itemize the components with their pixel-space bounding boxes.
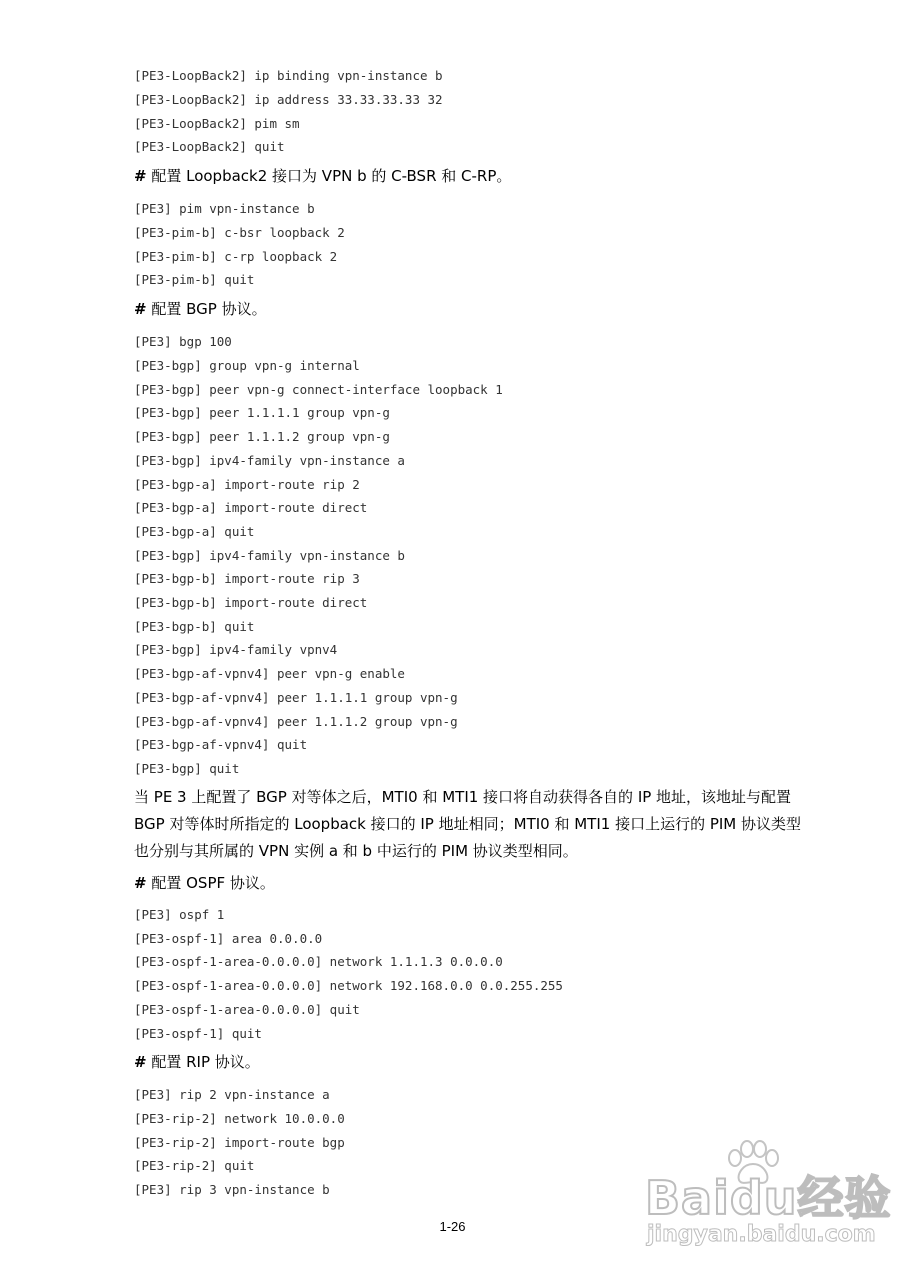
code-line: [PE3] rip 2 vpn-instance a — [134, 1087, 330, 1102]
code-line: [PE3-rip-2] import-route bgp — [134, 1135, 345, 1150]
code-line: [PE3-pim-b] c-bsr loopback 2 — [134, 225, 345, 240]
code-line: [PE3-bgp] group vpn-g internal — [134, 358, 360, 373]
section-heading-bgp — [134, 299, 267, 319]
heading-hash: # — [134, 167, 147, 185]
code-line: [PE3-bgp] ipv4-family vpn-instance a — [134, 453, 405, 468]
section-heading-ospf — [134, 873, 275, 893]
code-line: [PE3-bgp-b] import-route rip 3 — [134, 571, 360, 586]
section-heading-cbsr — [134, 166, 511, 186]
code-line: [PE3-ospf-1-area-0.0.0.0] network 192.168.0.0 0.0.255.255 — [134, 978, 563, 993]
heading-hash: # — [134, 874, 147, 892]
code-line: [PE3-ospf-1] quit — [134, 1026, 262, 1041]
heading-hash: # — [134, 300, 147, 318]
watermark-url: jingyan.baidu.com — [647, 1222, 876, 1247]
heading-text: 配置 Loopback2 接口为 VPN b 的 C-BSR 和 C-RP。 — [146, 167, 512, 185]
section-heading-rip — [134, 1052, 260, 1072]
code-line: [PE3-LoopBack2] ip binding vpn-instance b — [134, 68, 443, 83]
code-line: [PE3-bgp-af-vpnv4] peer 1.1.1.1 group vpn-g — [134, 690, 458, 705]
code-line: [PE3-bgp-b] quit — [134, 619, 255, 634]
code-line: [PE3] ospf 1 — [134, 907, 225, 922]
code-line: [PE3-bgp] quit — [134, 761, 240, 776]
code-line: [PE3-bgp-b] import-route direct — [134, 595, 368, 610]
paragraph-line: BGP 对等体时所指定的 Loopback 接口的 IP 地址相同；MTI0 和 MTI1 接口上运行的 PIM 协议类型 — [134, 815, 802, 833]
code-line: [PE3-bgp-a] import-route direct — [134, 500, 368, 515]
code-line: [PE3-pim-b] c-rp loopback 2 — [134, 249, 338, 264]
code-line: [PE3-bgp] peer 1.1.1.1 group vpn-g — [134, 405, 390, 420]
code-line: [PE3-bgp] peer 1.1.1.2 group vpn-g — [134, 429, 390, 444]
code-line: [PE3-LoopBack2] quit — [134, 139, 285, 154]
code-line: [PE3-bgp-af-vpnv4] peer 1.1.1.2 group vpn-g — [134, 714, 458, 729]
code-line: [PE3] pim vpn-instance b — [134, 201, 315, 216]
code-line: [PE3-pim-b] quit — [134, 272, 255, 287]
code-line: [PE3-ospf-1] area 0.0.0.0 — [134, 931, 323, 946]
code-line: [PE3-bgp] ipv4-family vpnv4 — [134, 642, 338, 657]
heading-text: 配置 BGP 协议。 — [146, 300, 267, 318]
code-line: [PE3] bgp 100 — [134, 334, 232, 349]
page-number: 1-26 — [439, 1219, 466, 1234]
code-line: [PE3] rip 3 vpn-instance b — [134, 1182, 330, 1197]
code-line: [PE3-rip-2] quit — [134, 1158, 255, 1173]
paragraph-line: 当 PE 3 上配置了 BGP 对等体之后，MTI0 和 MTI1 接口将自动获得各自的 IP 地址，该地址与配置 — [134, 788, 792, 806]
paragraph-line: 也分别与其所属的 VPN 实例 a 和 b 中运行的 PIM 协议类型相同。 — [134, 842, 578, 860]
heading-hash: # — [134, 1053, 147, 1071]
baidu-jingyan-watermark — [645, 1140, 892, 1260]
code-line: [PE3-bgp-af-vpnv4] peer vpn-g enable — [134, 666, 405, 681]
code-line: [PE3-bgp] peer vpn-g connect-interface loopback 1 — [134, 382, 503, 397]
code-line: [PE3-LoopBack2] ip address 33.33.33.33 32 — [134, 92, 443, 107]
code-line: [PE3-bgp] ipv4-family vpn-instance b — [134, 548, 405, 563]
code-line: [PE3-ospf-1-area-0.0.0.0] network 1.1.1.3 0.0.0.0 — [134, 954, 503, 969]
code-line: [PE3-rip-2] network 10.0.0.0 — [134, 1111, 345, 1126]
heading-text: 配置 RIP 协议。 — [146, 1053, 260, 1071]
code-line: [PE3-LoopBack2] pim sm — [134, 116, 300, 131]
code-line: [PE3-bgp-a] import-route rip 2 — [134, 477, 360, 492]
watermark-logo-text: Baidu经验 — [645, 1171, 892, 1225]
code-line: [PE3-ospf-1-area-0.0.0.0] quit — [134, 1002, 360, 1017]
code-line: [PE3-bgp-af-vpnv4] quit — [134, 737, 308, 752]
code-line: [PE3-bgp-a] quit — [134, 524, 255, 539]
heading-text: 配置 OSPF 协议。 — [146, 874, 275, 892]
